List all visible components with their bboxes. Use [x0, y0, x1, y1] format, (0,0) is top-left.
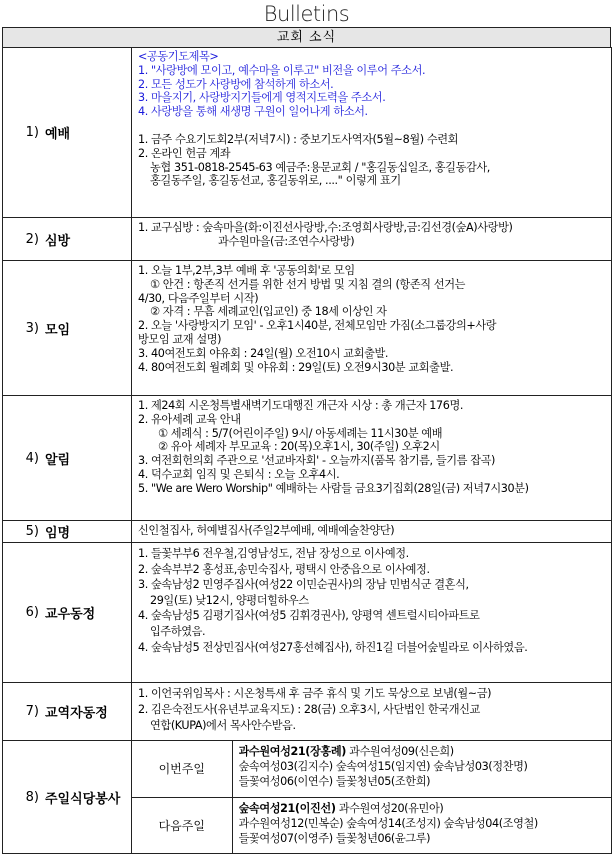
section-label-worship: 1) 예배 — [3, 48, 132, 218]
list-item: 5. "We are Wero Worship" 예배하는 사람들 금요3기집회(28일(금) 저녁7시30분) — [138, 481, 529, 495]
service-member: 들꽃여성07(이영주) 들꽃청년06(윤그루) — [238, 831, 431, 845]
service-member: 과수원여성20(유민아) — [335, 801, 444, 815]
list-item: ① 안건 : 항존직 선거를 위한 선거 방법 및 지침 결의 (항존직 선거는 — [150, 277, 466, 291]
list-item: 4. 숲속남성5 김평기집사(여성5 김휘경권사), 양평역 센트럴시티아파트로 — [138, 609, 480, 623]
list-item: 2. 유아세례 교육 안내 — [138, 412, 241, 426]
section-label-kitchen-service: 8) 주일식당봉사 — [3, 741, 132, 854]
list-item: 3. 숲속남성2 민영주집사(여성22 이민순권사)의 장남 민범식군 결혼식, — [138, 578, 469, 592]
service-member: 과수원여성12(민복순) 숲속여성14(조성지) 숲속남성04(조영철) — [238, 816, 538, 830]
section-label-member-news: 6) 교우동정 — [3, 543, 132, 683]
list-item: 홍길동주일, 홍길동선교, 홍길동위로, ...." 이렇게 표기 — [150, 174, 401, 188]
section-label-visitation: 2) 심방 — [3, 218, 132, 261]
section-content-kitchen-service — [132, 741, 612, 854]
prayer-item: 3. 마을지기, 사랑방지기들에게 영적지도력을 주소서. — [138, 91, 386, 105]
week-label: 이번주일 — [132, 741, 232, 797]
prayer-title: <공동기도제목> — [138, 50, 219, 63]
list-item: 29일(토) 낮12시, 양평더힐하우스 — [150, 593, 309, 607]
list-item: 4. 80여전도회 월례회 및 야유회 : 29일(토) 오전9시30분 교회출발. — [138, 360, 454, 374]
list-item: 입주하였음. — [150, 624, 206, 638]
list-item: 2. 숲속부부2 홍성표,송민숙집사, 평택시 안중읍으로 이사예정. — [138, 562, 430, 576]
list-item: 과수원마을(금:조연수사랑방) — [218, 234, 355, 248]
section-content-appointment — [132, 521, 612, 543]
list-item: 4/30, 다음주일부터 시작) — [138, 291, 259, 305]
page-subtitle: 교회 소식 — [2, 27, 611, 48]
list-item: ② 자격 : 무흠 세례교인(입교인) 중 18세 이상인 자 — [150, 305, 387, 319]
list-item: 1. 교구심방 : 숲속마을(화:이진선사랑방,수:조영희사랑방,금:김선경(숲A)사랑방) — [138, 221, 513, 234]
list-item: 1. 오늘 1부,2부,3부 예배 후 '공동의회'로 모임 — [138, 264, 355, 277]
section-content-meeting — [132, 261, 612, 396]
list-item: 2. 오늘 '사랑방지기 모임' - 오후1시40분, 전체모임만 가짐(소그룹강의+사랑 — [138, 319, 497, 333]
list-item: 1. 제24회 시온청특별새벽기도대행진 개근자 시상 : 총 개근자 176명. — [138, 399, 464, 412]
service-roster — [232, 741, 611, 797]
list-item: ② 유아 세례자 부모교육 : 20(목)오후1시, 30(주일) 오후2시 — [158, 440, 440, 454]
section-content-worship — [132, 48, 612, 218]
section-content-visitation — [132, 218, 612, 261]
list-item: 4. 덕수교회 임직 및 은퇴식 : 오늘 오후4시. — [138, 467, 340, 481]
list-item: 1. 들꽃부부6 전우철,김영남성도, 전남 장성으로 이사예정. — [138, 547, 409, 560]
page-title: Bulletins — [263, 2, 350, 26]
list-item: 신인철집사, 허예별집사(주일2부예배, 예배예술찬양단) — [138, 524, 395, 537]
list-item: 2. 온라인 헌금 계좌 — [138, 146, 231, 160]
list-item: 연합(KUPA)에서 목사안수받음. — [150, 719, 296, 732]
service-member: 숲속여성03(김지수) 숲속여성15(임지연) 숲속남성03(정찬명) — [238, 760, 528, 773]
prayer-item: 4. 사랑방을 통해 새생명 구원이 일어나게 하소서. — [138, 105, 368, 119]
section-label-notice: 4) 알림 — [3, 396, 132, 521]
service-leader: 숲속여성21(이진선) — [238, 801, 336, 815]
service-member: 과수원여성09(신은희) — [345, 745, 454, 758]
section-label-clergy-news: 7) 교역자동정 — [3, 683, 132, 741]
prayer-item: 1. "사랑방에 모이고, 예수마을 이루고" 비전을 이루어 주소서. — [138, 63, 426, 77]
list-item: 1. 이언국위임목사 : 시온청특새 후 금주 휴식 및 기도 묵상으로 보냄(월~금) — [138, 687, 492, 700]
list-item: 방모임 교재 설명) — [138, 332, 222, 346]
section-content-notice — [132, 396, 612, 521]
service-leader: 과수원여성21(장홍례) — [238, 745, 346, 758]
week-label: 다음주일 — [132, 797, 232, 853]
list-item: 3. 40여전도회 야유회 : 24일(월) 오전10시 교회출발. — [138, 346, 389, 360]
list-item: 2. 김은숙전도사(유년부교육지도) : 28(금) 오후3시, 사단법인 한국개신교 — [138, 703, 480, 716]
service-member: 들꽃여성06(이연수) 들꽃청년05(조한희) — [238, 775, 431, 788]
section-label-appointment: 5) 임명 — [3, 521, 132, 543]
service-schedule-table — [132, 741, 611, 853]
service-roster — [232, 797, 611, 853]
section-content-clergy-news — [132, 683, 612, 741]
list-item: 4. 숲속남성5 전상민집사(여성27홍선혜집사), 하진1길 더블어숲빌라로 이사하였음. — [138, 640, 528, 654]
bulletin-table — [2, 47, 612, 854]
list-item: ① 세례식 : 5/7(어린이주일) 9시/ 아동세례는 11시30분 예배 — [158, 426, 443, 440]
list-item: 농협 351-0818-2545-63 예금주:용문교회 / "홍길동십일조, 홍길동감사, — [150, 160, 490, 174]
list-item: 1. 금주 수요기도회2부(저녁7시) : 중보기도사역자(5월~8월) 수련회 — [138, 132, 459, 146]
section-label-meeting: 3) 모임 — [3, 261, 132, 396]
list-item: 3. 여전회헌의회 주관으로 '선교바자회' - 오늘까지(품목 참기름, 들기름 잡곡) — [138, 454, 496, 468]
section-content-member-news — [132, 543, 612, 683]
prayer-item: 2. 모든 성도가 사랑방에 참석하게 하소서. — [138, 77, 334, 91]
